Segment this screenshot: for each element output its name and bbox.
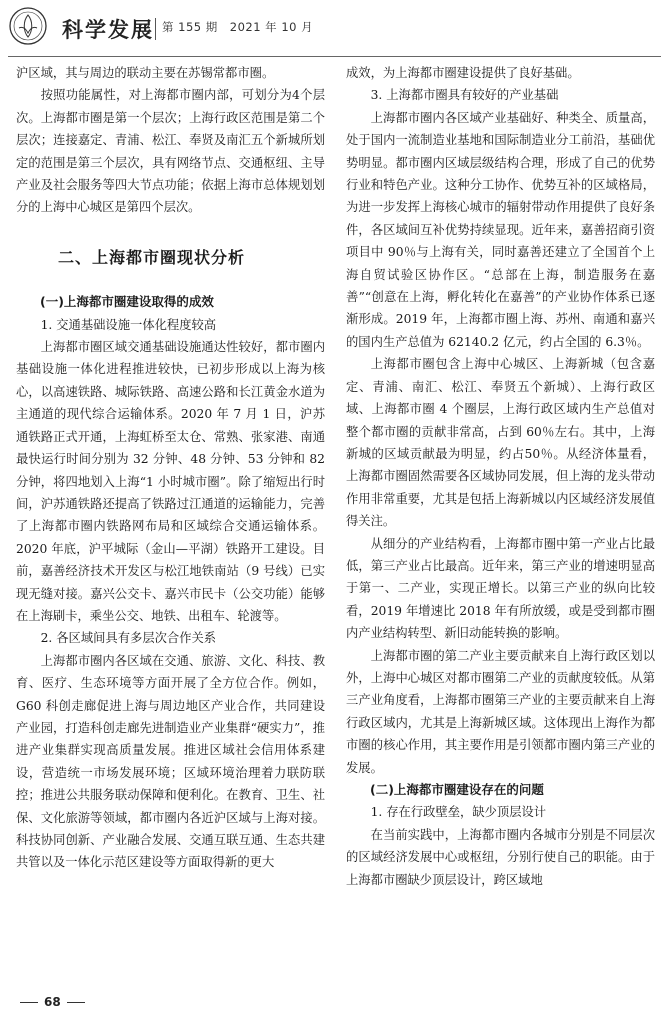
header-rule [8,56,661,57]
paragraph: 按照功能属性，对上海都市圈内部，可划分为4个层次。上海都市圈是第一个层次；上海行政区范围是第二个层次；连接嘉定、青浦、松江、奉贤及南汇五个新城所划定的范围是第三个层次，具有网络节点、交通枢纽、主导产业及社会服务等四大节点功能；依据上海市总体规划划分的上海中心城区是第四个层次。 [16,88,325,215]
journal-title: 科学发展 [62,17,154,42]
paragraph: 上海都市圈内各区域产业基础好、种类全、质量高，处于国内一流制造业基地和国际制造业分工前沿，基础优势明显。都市圈内区域层级结构合理，形成了自己的优势行业和特色产业。这种分工协作、优势互补的区域格局，为进一步发挥上海核心城市的辐射带动作用提供了良好条件，各区域间互补优势持续显现。近年来，嘉善招商引资项目中 90％与上海有关，同时嘉善还建立了全国首个上海自贸试验区协作区。“总部在上海，制造服务在嘉善”“创意在上海，孵化转化在嘉善”的产业协作体系已逐渐形成。2019 年，上海都市圈上海、苏州、南通和嘉兴的国内生产总值为 62140.2 亿元，约占全国的 6.3％。 [346,110,655,349]
footer-dash-right [67,1002,85,1003]
subsection-title: (二)上海都市圈建设存在的问题 [370,782,544,797]
paragraph: 沪区域，其与周边的联动主要在苏锡常都市圈。 [16,66,275,80]
page-number: 68 [44,995,61,1009]
paragraph: 上海都市圈的第二产业主要贡献来自上海行政区划以外，上海中心城区对都市圈第二产业的贡献度较低。从第三产业角度看，上海都市圈第三产业的主要贡献来自上海行政区域内，尤其是上海新城区域。这体现出上海作为都市圈的核心作用，其主要作用是引领都市圈内第三产业的发展。 [346,648,655,775]
journal-logo-icon [8,6,48,46]
paragraph: 从细分的产业结构看，上海都市圈中第一产业占比最低，第三产业占比最高。近年来，第三产业的增速明显高于第一、二产业，实现正增长。以第三产业的纵向比较看，2019 年增速比 2018 年有所放缓，或是受到都市圈内产业结构转型、新旧动能转换的影响。 [346,536,655,641]
heading: 3. 上海都市圈具有较好的产业基础 [370,88,559,103]
footer-dash-left [20,1002,38,1003]
heading: 2. 各区域间具有多层次合作关系 [40,631,217,646]
heading: 1. 交通基础设施一体化程度较高 [40,317,217,332]
left-column [16,62,325,874]
page-header [0,0,669,56]
paragraph: 在当前实践中，上海都市圈内各城市分别是不同层次的区域经济发展中心或枢纽，分别行使自己的职能。由于上海都市圈缺少顶层设计，跨区域地 [346,827,655,887]
paragraph: 上海都市圈包含上海中心城区、上海新城（包含嘉定、青浦、南汇、松江、奉贤五个新城）、上海行政区域、上海都市圈 4 个圈层，上海行政区域内生产总值对整个都市圈的贡献非常高，占到 60％左右。其中，上海新城的区域贡献最为明显，约占50％。从经济体量看，上海都市圈固然需要各区域协同发展，但上海的龙头带动作用非常重要，尤其是包括上海新城以内区域经济发展值得关注。 [346,357,655,529]
page-footer [14,995,91,1009]
paragraph: 成效，为上海都市圈建设提供了良好基础。 [346,66,580,80]
subsection-title: (一)上海都市圈建设取得的成效 [40,294,214,310]
issue-info: 第 155 期 2021 年 10 月 [162,20,314,34]
section-title: 二、上海都市圈现状分析 [58,247,246,267]
heading: 1. 存在行政壁垒，缺少顶层设计 [370,805,547,820]
paragraph: 上海都市圈区域交通基础设施通达性较好，都市圈内基础设施一体化进程推进较快，已初步形成以上海为核心，以高速铁路、城际铁路、高速公路和长江黄金水道为主通道的现代综合运输体系。2020 年 7 月 1 日，沪苏通铁路正式开通，上海虹桥至太仓、常熟、张家港、南通最快运行时间分别为 32 分钟、48 分钟、53 分钟和 82 分钟，将四地划入上海“1 小时城市圈”。除了缩短出行时间，沪苏通铁路还提高了铁路过江通道的运输能力，完善了上海都市圈内铁路网布局和区域综合交通运输体系。2020 年底，沪平城际（金山—平湖）铁路开工建设。目前，嘉善经济技术开发区与松江地铁南站（9 号线）已实现无缝对接。嘉兴公交卡、嘉兴市民卡（公交功能）能够在上海刷卡，乘坐公交、地铁、出租车、轮渡等。 [16,340,325,623]
header-separator [155,18,156,40]
right-column [346,62,655,891]
paragraph: 上海都市圈内各区域在交通、旅游、文化、科技、教育、医疗、生态环境等方面开展了全方位合作。例如，G60 科创走廊促进上海与周边地区产业合作，共同建设产业园，打造科创走廊先进制造业产业集群“硬实力”，推进产业集群实现高质量发展。推进区域社会信用体系建设，营造统一市场发展环境；区域环境治理着力联防联控；推进公共服务联动保障和便利化。在教育、卫生、社保、文化旅游等领域，都市圈内各近沪区域与上海对接。科技协同创新、产业融合发展、交通互联互通、生态共建共管以及一体化示范区建设等方面取得新的更大 [16,653,325,870]
